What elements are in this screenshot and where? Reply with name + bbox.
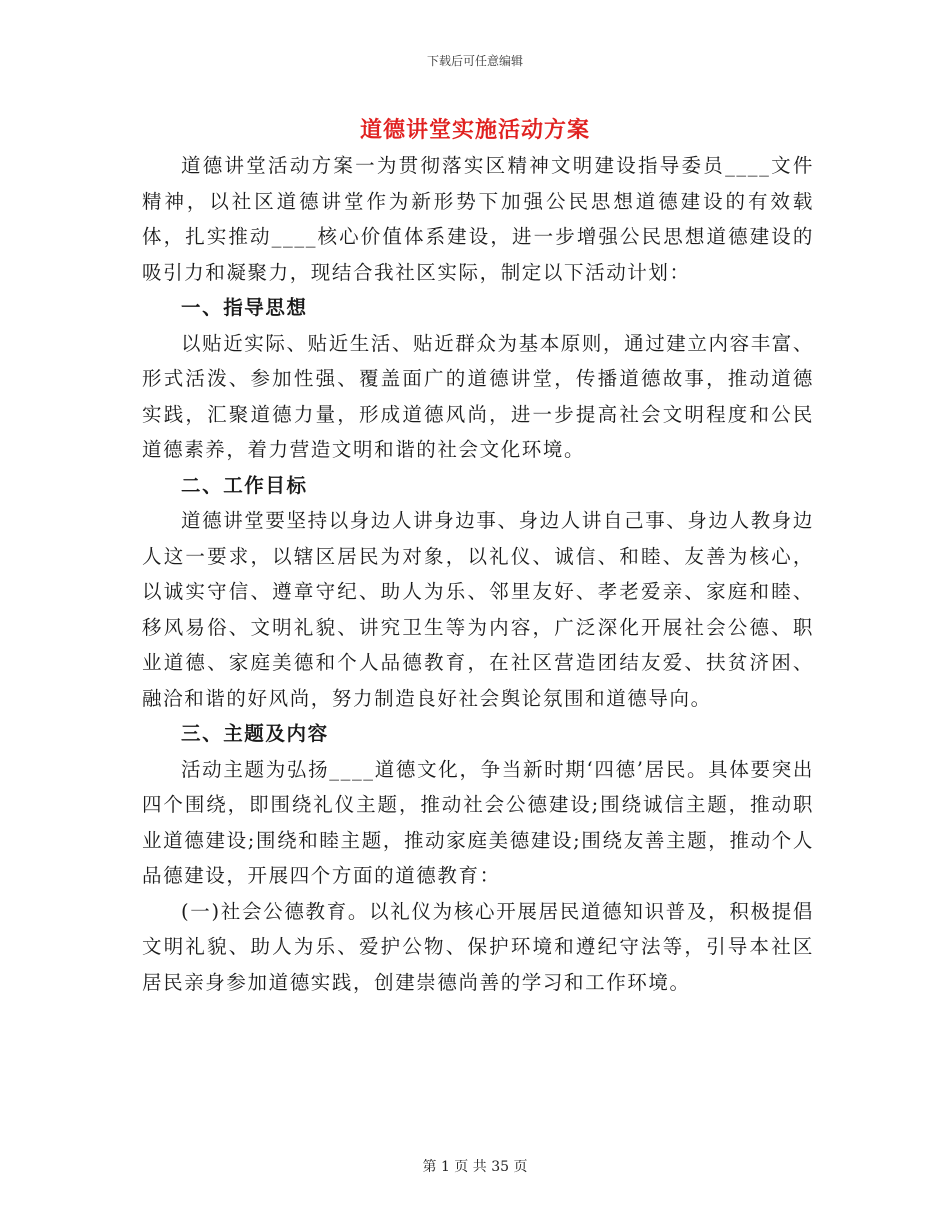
section-paragraph: 以贴近实际、贴近生活、贴近群众为基本原则，通过建立内容丰富、形式活泼、参加性强、覆盖面广的道德讲堂，传播道德故事，推动道德实践，汇聚道德力量，形成道德风尚，进一步提高社会文明程度和公民道德素养，着力营造文明和谐的社会文化环境。	[142, 331, 815, 461]
page-footer: 第 1 页 共 35 页	[422, 1159, 528, 1175]
intro-paragraph: 道德讲堂活动方案一为贯彻落实区精神文明建设指导委员____文件精神，以社区道德讲堂作为新形势下加强公民思想道德建设的有效载体，扎实推动____核心价值体系建设，进一步增强公民思想道德建设的吸引力和凝聚力，现结合我社区实际，制定以下活动计划：	[142, 154, 814, 284]
section-paragraph: (一)社会公德教育。以礼仪为核心开展居民道德知识普及，积极提倡文明礼貌、助人为乐、爱护公物、保护环境和遵纪守法等，引导本社区居民亲身参加道德实践，创建崇德尚善的学习和工作环境。	[142, 899, 814, 994]
document-title: 道德讲堂实施活动方案	[359, 117, 590, 143]
section-heading-theme-content: 三、主题及内容	[181, 722, 329, 745]
document-body	[142, 148, 814, 1000]
section-heading-work-goals: 二、工作目标	[181, 473, 308, 497]
header-note: 下载后可任意编辑	[426, 54, 523, 68]
section-paragraph: 活动主题为弘扬____道德文化，争当新时期‘四德’居民。具体要突出四个围绕，即围绕礼仪主题，推动社会公德建设;围绕诚信主题，推动职业道德建设;围绕和睦主题，推动家庭美德建设;围绕友善主题，推动个人品德建设，开展四个方面的道德教育：	[142, 757, 814, 887]
section-heading-guiding-thought: 一、指导思想	[181, 296, 308, 319]
section-paragraph: 道德讲堂要坚持以身边人讲身边事、身边人讲自己事、身边人教身边人这一要求，以辖区居民为对象，以礼仪、诚信、和睦、友善为核心，以诚实守信、遵章守纪、助人为乐、邻里友好、孝老爱亲、家庭和睦、移风易俗、文明礼貌、讲究卫生等为内容，广泛深化开展社会公德、职业道德、家庭美德和个人品德教育，在社区营造团结友爱、扶贫济困、融洽和谐的好风尚，努力制造良好社会舆论氛围和道德导向。	[142, 509, 815, 710]
